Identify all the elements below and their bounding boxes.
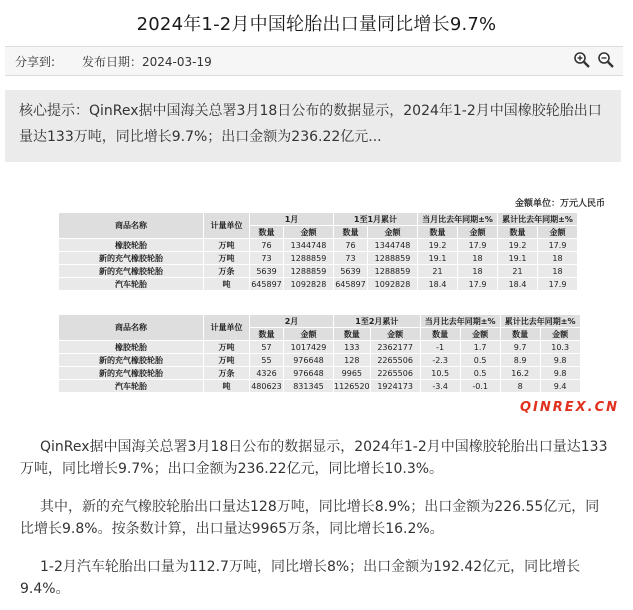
header-amount: 金额 xyxy=(458,226,498,239)
cell: 18 xyxy=(538,252,578,265)
cell: 19.2 xyxy=(418,239,458,252)
cell: 8 xyxy=(500,380,540,393)
cell: 18 xyxy=(538,265,578,278)
row-unit: 万吨 xyxy=(204,252,250,265)
cell: 133 xyxy=(334,341,371,354)
body-paragraph: 其中，新的充气橡胶轮胎出口量达128万吨，同比增长8.9%；出口金额为226.55亿元，同比增长9.8%。按条数计算，出口量达9965万条，同比增长16.2%。 xyxy=(20,499,600,537)
cell: 9965 xyxy=(334,367,371,380)
table-row xyxy=(59,239,578,252)
header-cumulative-yoy: 累计比去年同期±% xyxy=(500,315,580,328)
cell: 976648 xyxy=(284,354,334,367)
header-qty: 数量 xyxy=(334,226,368,239)
row-product: 橡胶轮胎 xyxy=(59,239,204,252)
row-product: 新的充气橡胶轮胎 xyxy=(59,354,204,367)
article-title: 2024年1-2月中国轮胎出口量同比增长9.7% xyxy=(136,14,497,35)
header-month: 1月 xyxy=(250,213,334,226)
row-unit: 万吨 xyxy=(204,341,250,354)
header-qty: 数量 xyxy=(250,328,284,341)
cell: 5639 xyxy=(334,265,368,278)
cell: 1924173 xyxy=(370,380,420,393)
cell: 5639 xyxy=(250,265,284,278)
body-paragraph: QinRex据中国海关总署3月18日公布的数据显示，2024年1-2月中国橡胶轮胎出口量达133万吨，同比增长9.7%；出口金额为236.22亿元，同比增长10.3%。 xyxy=(20,439,608,477)
cell: 1.7 xyxy=(460,341,500,354)
header-unit: 计量单位 xyxy=(204,315,250,341)
row-product: 新的充气橡胶轮胎 xyxy=(59,367,204,380)
header-month-yoy: 当月比去年同期±% xyxy=(420,315,500,328)
header-qty: 数量 xyxy=(250,226,284,239)
cell: 8.9 xyxy=(500,354,540,367)
cell: 18.4 xyxy=(418,278,458,291)
zoom-out-icon[interactable] xyxy=(597,51,615,69)
cell: 57 xyxy=(250,341,284,354)
header-qty: 数量 xyxy=(418,226,458,239)
cell: 19.1 xyxy=(418,252,458,265)
cell: 1092828 xyxy=(368,278,418,291)
cell: 1288859 xyxy=(368,265,418,278)
header-qty: 数量 xyxy=(420,328,460,341)
cell: 831345 xyxy=(284,380,334,393)
cell: 9.8 xyxy=(540,354,580,367)
cell: 73 xyxy=(250,252,284,265)
cell: 21 xyxy=(498,265,538,278)
header-amount: 金额 xyxy=(368,226,418,239)
cell: 2265506 xyxy=(370,354,420,367)
watermark-logo: QINREX.CN xyxy=(520,400,620,415)
header-unit: 计量单位 xyxy=(204,213,250,239)
table-row xyxy=(59,252,578,265)
table-row xyxy=(59,278,578,291)
header-amount: 金额 xyxy=(538,226,578,239)
row-product: 橡胶轮胎 xyxy=(59,341,204,354)
header-cumulative-yoy: 累计比去年同期±% xyxy=(498,213,578,226)
table-row xyxy=(59,380,581,393)
cell: 18 xyxy=(458,252,498,265)
cell: 9.8 xyxy=(540,367,580,380)
cell: -3.4 xyxy=(420,380,460,393)
publish-date: 发布日期：2024-03-19 xyxy=(82,55,212,69)
cell: 17.9 xyxy=(538,239,578,252)
cell: 76 xyxy=(334,239,368,252)
cell: -1 xyxy=(420,341,460,354)
cell: 19.1 xyxy=(498,252,538,265)
cell: 0.5 xyxy=(460,367,500,380)
header-cumulative: 1至2月累计 xyxy=(334,315,421,328)
body-paragraph: 1-2月汽车轮胎出口量为112.7万吨，同比增长8%；出口金额为192.42亿元，同比增长9.4%。 xyxy=(20,559,581,597)
table-row xyxy=(59,354,581,367)
cell: 128 xyxy=(334,354,371,367)
cell: 1126520 xyxy=(334,381,370,391)
row-unit: 吨 xyxy=(204,380,250,393)
cell: 4326 xyxy=(250,367,284,380)
cell: 19.2 xyxy=(498,239,538,252)
cell: 76 xyxy=(250,239,284,252)
header-month-yoy: 当月比去年同期±% xyxy=(418,213,498,226)
cell: 1288859 xyxy=(284,265,334,278)
header-amount: 金额 xyxy=(460,328,500,341)
table-row xyxy=(59,265,578,278)
header-amount: 金额 xyxy=(284,226,334,239)
cell: 17.9 xyxy=(458,278,498,291)
article-meta-bar xyxy=(5,46,623,76)
cell: 1344748 xyxy=(284,239,334,252)
share-label: 分享到: xyxy=(15,55,56,69)
cell: 976648 xyxy=(284,367,334,380)
cell: 18 xyxy=(458,265,498,278)
header-product-name: 商品名称 xyxy=(59,213,204,239)
row-product: 新的充气橡胶轮胎 xyxy=(59,265,204,278)
row-product: 汽车轮胎 xyxy=(59,278,204,291)
cell: 480623 xyxy=(251,381,282,391)
cell: 17.9 xyxy=(458,239,498,252)
header-amount: 金额 xyxy=(540,328,580,341)
header-qty: 数量 xyxy=(498,226,538,239)
cell: 645897 xyxy=(251,279,282,289)
cell: 1288859 xyxy=(284,252,334,265)
row-product: 汽车轮胎 xyxy=(59,380,204,393)
cell: 2265506 xyxy=(370,367,420,380)
cell: 0.5 xyxy=(460,354,500,367)
header-qty: 数量 xyxy=(500,328,540,341)
cell: 9.4 xyxy=(540,380,580,393)
header-amount: 金额 xyxy=(370,328,420,341)
cell: 17.9 xyxy=(538,278,578,291)
cell: -0.1 xyxy=(460,380,500,393)
cell: 55 xyxy=(250,354,284,367)
cell: 21 xyxy=(418,265,458,278)
core-summary: 核心提示：QinRex据中国海关总署3月18日公布的数据显示，2024年1-2月中国橡胶轮胎出口量达133万吨，同比增长9.7%；出口金额为236.22亿元... xyxy=(5,90,621,162)
row-unit: 吨 xyxy=(204,278,250,291)
january-export-table xyxy=(58,212,578,291)
amount-unit-note: 金额单位：万元人民币 xyxy=(515,199,606,209)
cell: 10.3 xyxy=(540,341,580,354)
row-product: 新的充气橡胶轮胎 xyxy=(59,252,204,265)
cell: -2.3 xyxy=(420,354,460,367)
header-amount: 金额 xyxy=(284,328,334,341)
cell: 1344748 xyxy=(368,239,418,252)
cell: 1017429 xyxy=(284,341,334,354)
header-month: 2月 xyxy=(250,315,334,328)
cell: 1288859 xyxy=(368,252,418,265)
row-unit: 万条 xyxy=(204,265,250,278)
row-unit: 万条 xyxy=(204,367,250,380)
cell: 2362177 xyxy=(370,341,420,354)
cell: 16.2 xyxy=(500,367,540,380)
table-row xyxy=(59,341,581,354)
february-export-table xyxy=(58,314,581,393)
cell: 18.4 xyxy=(498,278,538,291)
header-cumulative: 1至1月累计 xyxy=(334,213,418,226)
cell: 1092828 xyxy=(284,278,334,291)
table-row xyxy=(59,367,581,380)
row-unit: 万吨 xyxy=(204,239,250,252)
header-product-name: 商品名称 xyxy=(59,315,204,341)
zoom-in-icon[interactable] xyxy=(573,51,591,69)
header-qty: 数量 xyxy=(334,328,371,341)
cell: 10.5 xyxy=(420,367,460,380)
cell: 645897 xyxy=(335,279,366,289)
cell: 9.7 xyxy=(500,341,540,354)
row-unit: 万吨 xyxy=(204,354,250,367)
cell: 73 xyxy=(334,252,368,265)
